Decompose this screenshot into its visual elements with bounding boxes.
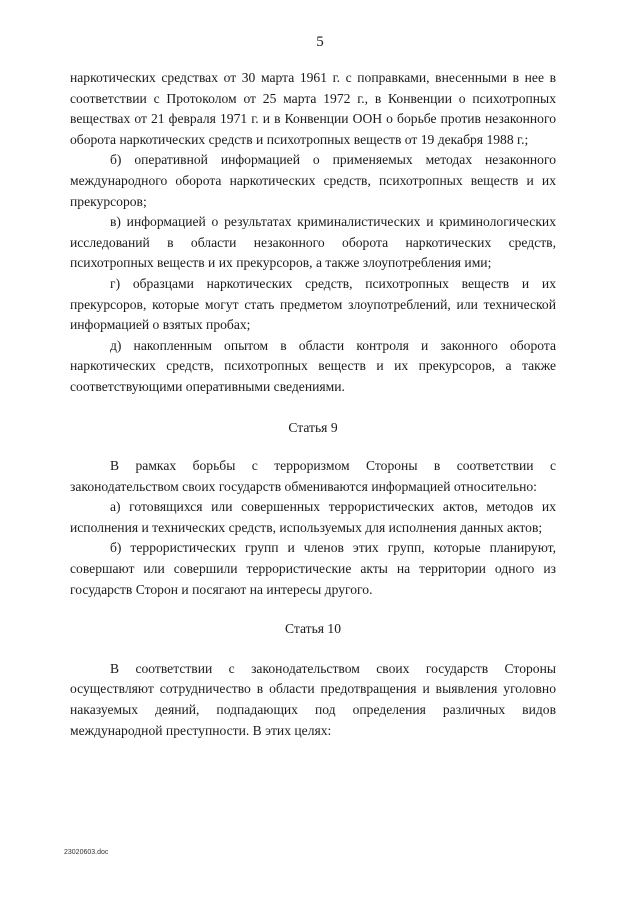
- article-10-title: Статья 10: [284, 621, 342, 637]
- paragraph-item-b: б) оперативной информацией о применяемых методах незаконного международного оборота наркотических средств, психотропных веществ и их прекурсоров;: [70, 152, 556, 209]
- paragraph-continuation: наркотических средствах от 30 марта 1961 г. с поправками, внесенными в нее в соответствии с Протоколом от 25 марта 1972 г., в Конвенции о психотропных веществах от 21 февраля 1971 г. и в Конвенции ООН о борьбе против незаконного оборота наркотических средств и психотропных веществ от 19 декабря 1988 г.;: [70, 70, 556, 147]
- article-9-title: Статья 9: [288, 419, 338, 435]
- article-9-intro: В рамках борьбы с терроризмом Стороны в соответствии с законодательством своих государств обмениваются информацией относительно:: [70, 458, 556, 494]
- paragraph-item-g: г) образцами наркотических средств, психотропных веществ и их прекурсоров, которые могут стать предметом злоупотреблений, или технической информацией о взятых пробах;: [70, 275, 556, 333]
- article-10-intro: В соответствии с законодательством своих государств Стороны осуществляют сотрудничество в области предотвращения и выявления уголовно наказуемых деяний, подпадающих под определения различных видов международной преступности. В этих целях:: [70, 660, 556, 738]
- paragraph-item-v: в) информацией о результатах криминалистических и криминологических исследований в области незаконного оборота наркотических средств, психотропных веществ и их прекурсоров, а также злоупотребления ими;: [70, 214, 556, 271]
- article-9-item-b: б) террористических групп и членов этих групп, которые планируют, совершают или совершили террористические акты на территории одного из государств Сторон и посягают на интересы другого.: [70, 540, 556, 597]
- page-number: 5: [316, 34, 324, 50]
- document-body: [70, 68, 556, 741]
- paragraph-item-d: д) накопленным опытом в области контроля и законного оборота наркотических средств, психотропных веществ и их прекурсоров, а также соответствующими оперативными сведениями.: [70, 337, 556, 394]
- article-9-item-a: а) готовящихся или совершенных террористических актов, методов их исполнения и технических средств, используемых для исполнения данных актов;: [70, 499, 556, 535]
- document-filename: 23020603.doc: [64, 849, 109, 856]
